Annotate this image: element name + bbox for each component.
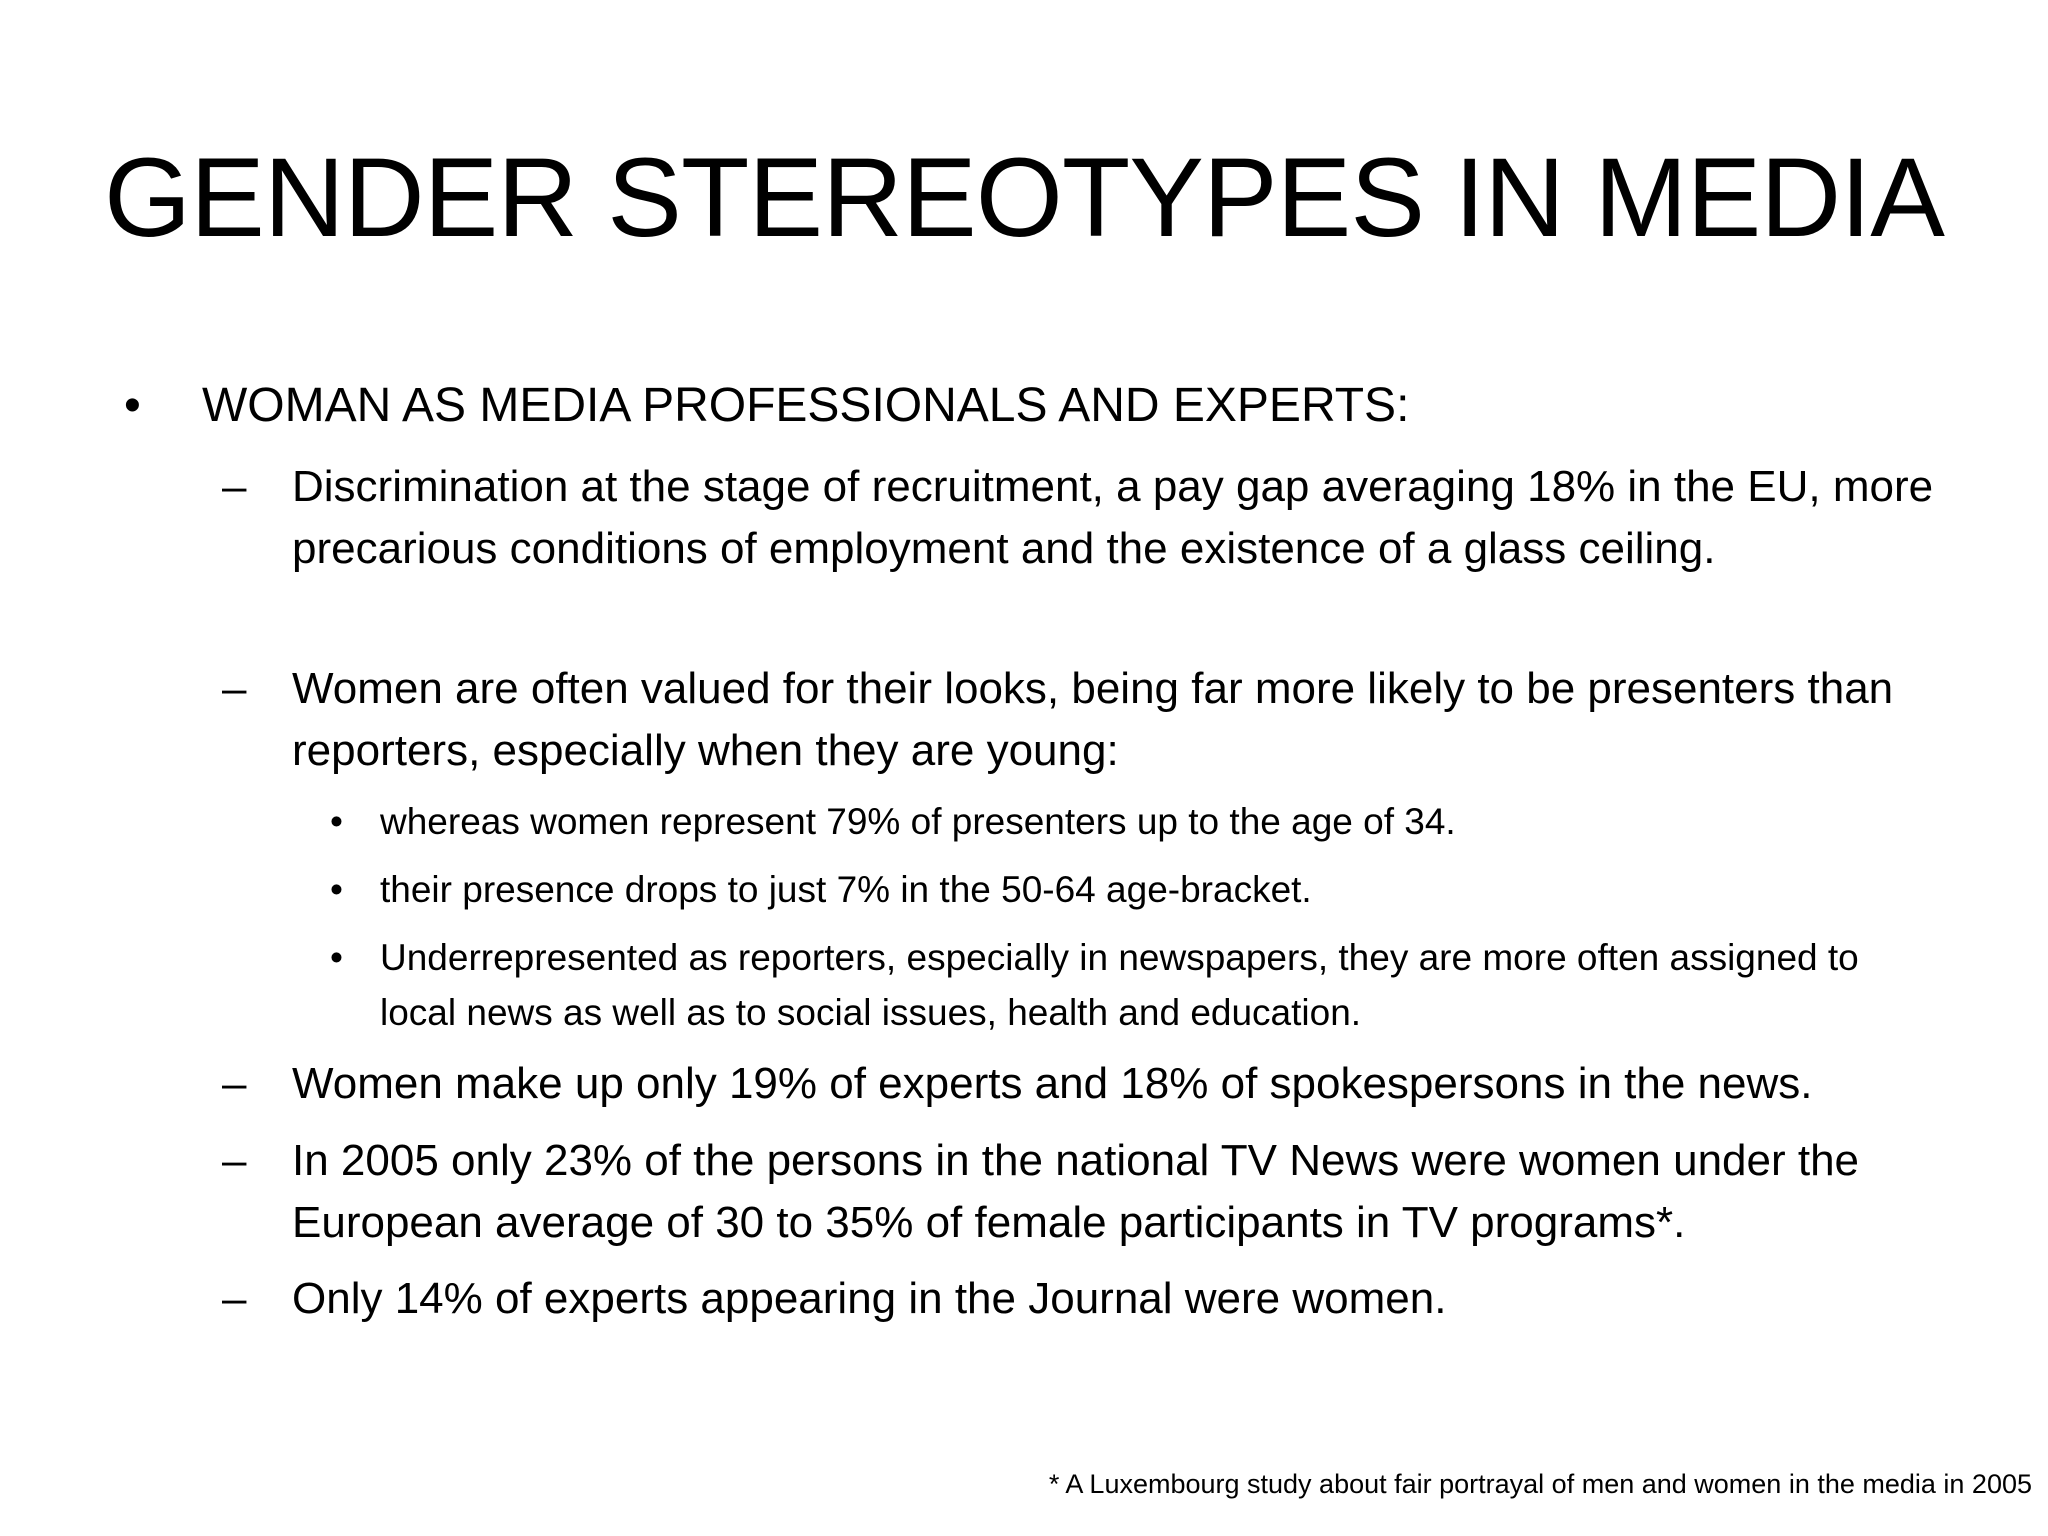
list-item-text: Women are often valued for their looks, being far more likely to be presenters than reporters, especially when they are young: [292, 664, 1894, 775]
list-item-text: Only 14% of experts appearing in the Journal were women. [292, 1274, 1447, 1323]
dash-icon: – [222, 1274, 247, 1323]
bullet-icon: • [330, 869, 343, 910]
list-item [222, 1130, 1962, 1254]
list-item-text: In 2005 only 23% of the persons in the national TV News were women under the European average of 30 to 35% of female participants in TV programs*. [292, 1136, 1860, 1247]
sub-list-item [330, 794, 1890, 849]
sub-list-item [330, 862, 1890, 917]
sub-list-item-text: Underrepresented as reporters, especially in newspapers, they are more often assigned to local news as well as to social issues, health and education. [380, 937, 1859, 1033]
sub-list-item [330, 930, 1890, 1040]
dash-icon: – [222, 1059, 247, 1108]
list-item [222, 1053, 1962, 1115]
sub-list-item-text: their presence drops to just 7% in the 50-64 age-bracket. [380, 869, 1312, 910]
footnote: * A Luxembourg study about fair portrayal of men and women in the media in 2005 [1048, 1469, 2032, 1499]
dash-icon: – [222, 1136, 247, 1185]
list-item-text: Women make up only 19% of experts and 18% of spokespersons in the news. [292, 1059, 1813, 1108]
list-item [222, 658, 1962, 782]
bullet-icon: • [124, 379, 141, 432]
slide-title: GENDER STEREOTYPES IN MEDIA [104, 135, 1944, 260]
dash-icon: – [222, 664, 247, 713]
list-item [222, 456, 1962, 580]
bullet-icon: • [330, 937, 343, 978]
dash-icon: – [222, 462, 247, 511]
bullet-icon: • [330, 801, 343, 842]
list-item [222, 1268, 1962, 1330]
sub-list-item-text: whereas women represent 79% of presenters up to the age of 34. [380, 801, 1456, 842]
list-item-text: Discrimination at the stage of recruitment, a pay gap averaging 18% in the EU, more precarious conditions of employment and the existence of a glass ceiling. [292, 462, 1934, 573]
heading-text: WOMAN AS MEDIA PROFESSIONALS AND EXPERTS: [202, 379, 1410, 432]
